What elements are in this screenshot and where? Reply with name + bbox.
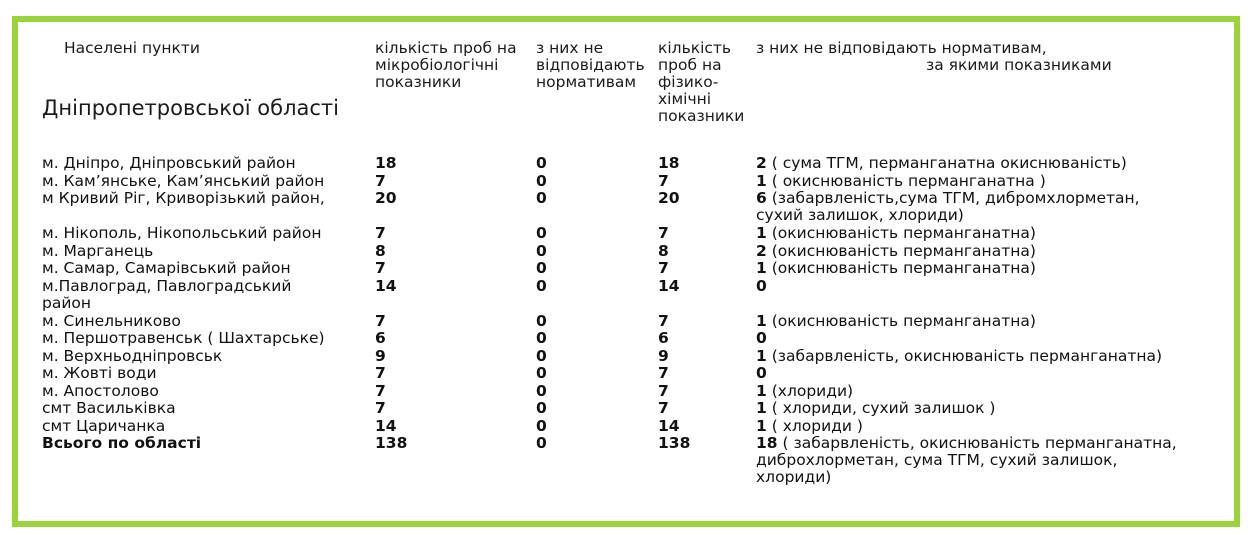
settlement-name: [42, 225, 321, 242]
micro-noncompliant-value: 0: [536, 224, 547, 242]
chem-noncompliant-first-line: [756, 313, 1036, 330]
micro-samples-value: 7: [375, 399, 386, 417]
noncompliant-indicators-line: сухий залишок, хлориди): [756, 206, 964, 224]
header-micro-samples-line: показники: [375, 73, 462, 91]
micro-noncompliant-value: 0: [536, 346, 547, 365]
settlement-name-line: м.Павлоград, Павлоградський: [42, 276, 292, 295]
noncompliant-count: 1: [756, 171, 767, 190]
settlement-name-line: м. Дніпро, Дніпровський район: [42, 154, 296, 172]
noncompliant-count: 1: [756, 346, 767, 365]
noncompliant-count: 1: [756, 381, 767, 400]
chem-noncompliant-value: [756, 400, 995, 417]
chem-noncompliant-value: [756, 190, 1140, 224]
micro-noncompliant-value: 0: [536, 189, 547, 207]
chem-noncompliant-value: [756, 348, 1162, 365]
micro-noncompliant-value: 0: [536, 416, 547, 435]
noncompliant-indicators-line: хлориди): [756, 468, 832, 486]
micro-noncompliant-value: 0: [536, 399, 547, 417]
micro-noncompliant-value: 0: [536, 364, 547, 382]
micro-samples-value: 7: [375, 259, 386, 277]
micro-noncompliant-value: 0: [536, 434, 547, 452]
noncompliant-count: 0: [756, 364, 767, 382]
noncompliant-count: 1: [756, 416, 767, 435]
chem-noncompliant-first-line: [756, 330, 767, 347]
micro-samples-value: 7: [375, 224, 386, 242]
settlement-name-line: смт Царичанка: [42, 416, 166, 435]
chem-noncompliant-first-line: [756, 383, 853, 400]
chem-samples-value: 20: [658, 189, 680, 207]
settlement-name-line: м. Апостолово: [42, 381, 159, 400]
chem-noncompliant-value: [756, 225, 1036, 242]
settlement-name-line: м. Нікополь, Нікопольський район: [42, 224, 322, 242]
chem-samples-value: 7: [658, 259, 669, 277]
noncompliant-indicators: (забарвленість,сума ТГМ, дибромхлорметан,: [766, 189, 1140, 207]
micro-noncompliant-value: 0: [536, 381, 547, 400]
chem-noncompliant-first-line: [756, 435, 1177, 452]
settlement-name: [42, 313, 181, 330]
chem-samples-value: 7: [658, 311, 669, 330]
chem-noncompliant-value: [756, 418, 863, 435]
chem-samples-value: 7: [658, 399, 669, 417]
noncompliant-count: 0: [756, 329, 767, 347]
settlement-name-line: район: [42, 293, 92, 312]
noncompliant-indicators: (окиснюваність перманганатна): [766, 224, 1036, 242]
micro-samples-value: 7: [375, 381, 386, 400]
settlement-name: [42, 365, 157, 382]
micro-noncompliant-value: 0: [536, 276, 547, 295]
micro-noncompliant-value: 0: [536, 311, 547, 330]
settlement-name: [42, 155, 296, 172]
micro-samples-value: 7: [375, 171, 386, 190]
noncompliant-count: 1: [756, 399, 767, 417]
noncompliant-indicators: (хлориди): [766, 381, 854, 400]
chem-samples-value: 14: [658, 276, 680, 295]
micro-samples-value: 9: [375, 346, 386, 365]
micro-samples-value: 138: [375, 434, 408, 452]
chem-samples-value: 7: [658, 364, 669, 382]
noncompliant-count: 18: [756, 434, 778, 452]
header-chem-samples-line: фізико-: [658, 73, 719, 91]
micro-samples-value: 7: [375, 364, 386, 382]
header-region: Дніпропетровської області: [42, 96, 339, 120]
chem-samples-value: 14: [658, 416, 680, 435]
header-micro-samples-line: кількість проб на: [375, 39, 517, 57]
micro-samples-value: 7: [375, 311, 386, 330]
settlement-name: [42, 383, 159, 400]
chem-noncompliant-value: [756, 365, 767, 382]
header-chem-samples-line: проб на: [658, 56, 722, 74]
noncompliant-indicators: (окиснюваність перманганатна): [766, 259, 1036, 277]
settlement-name: [42, 243, 153, 260]
header-chem-noncompliant-line: за якими показниками: [926, 56, 1112, 74]
settlement-name-line: Всього по області: [42, 434, 202, 452]
noncompliant-indicators: ( сума ТГМ, перманганатна окиснюваність): [766, 154, 1127, 172]
settlement-name-line: м. Самар, Самарівський район: [42, 259, 291, 277]
chem-samples-value: 7: [658, 381, 669, 400]
chem-noncompliant-first-line: [756, 365, 767, 382]
settlement-name: [42, 278, 291, 312]
noncompliant-indicators: ( забарвленість, окиснюваність перманганатна,: [777, 434, 1177, 452]
micro-samples-value: 14: [375, 416, 397, 435]
chem-noncompliant-first-line: [756, 155, 1127, 172]
settlement-name-line: м. Першотравенськ ( Шахтарське): [42, 329, 325, 347]
header-chem-samples-line: кількість: [658, 39, 732, 57]
header-settlements: Населені пункти: [64, 39, 200, 57]
chem-noncompliant-first-line: [756, 243, 1036, 260]
header-micro-noncompliant-line: з них не: [536, 39, 604, 57]
micro-noncompliant-value: 0: [536, 329, 547, 347]
noncompliant-count: 1: [756, 224, 767, 242]
chem-samples-value: 7: [658, 171, 669, 190]
chem-noncompliant-value: [756, 383, 853, 400]
micro-samples-value: 20: [375, 189, 397, 207]
noncompliant-count: 1: [756, 311, 767, 330]
settlement-name: [42, 435, 201, 452]
header-chem-samples-line: хімічні: [658, 90, 712, 108]
settlement-name: [42, 330, 325, 347]
chem-samples-value: 18: [658, 154, 680, 172]
header-micro-noncompliant-line: відповідають: [536, 56, 645, 74]
settlement-name: [42, 190, 325, 207]
noncompliant-indicators: ( окиснюваність перманганатна ): [766, 171, 1046, 190]
settlement-name: [42, 173, 324, 190]
chem-samples-value: 9: [658, 346, 669, 365]
micro-samples-value: 14: [375, 276, 397, 295]
chem-samples-value: 7: [658, 224, 669, 242]
chem-samples-value: 8: [658, 241, 669, 260]
settlement-name: [42, 400, 176, 417]
header-micro-samples: [375, 40, 517, 91]
noncompliant-count: 2: [756, 241, 767, 260]
settlement-name-line: м Кривий Ріг, Криворізький район,: [42, 189, 325, 207]
settlement-name-line: м. Жовті води: [42, 364, 157, 382]
settlement-name: [42, 348, 222, 365]
chem-noncompliant-value: [756, 330, 767, 347]
noncompliant-count: 2: [756, 154, 767, 172]
chem-noncompliant-value: [756, 260, 1036, 277]
micro-samples-value: 6: [375, 329, 386, 347]
chem-noncompliant-value: [756, 173, 1046, 190]
chem-noncompliant-first-line: [756, 418, 863, 435]
settlement-name-line: м. Верхньодніпровськ: [42, 346, 223, 365]
header-chem-samples-line: показники: [658, 107, 745, 125]
chem-noncompliant-value: [756, 278, 767, 295]
chem-noncompliant-value: [756, 435, 1177, 486]
chem-noncompliant-first-line: [756, 173, 1046, 190]
settlement-name-line: м. Кам’янське, Кам’янський район: [42, 171, 325, 190]
micro-noncompliant-value: 0: [536, 154, 547, 172]
noncompliant-indicators: ( хлориди, сухий залишок ): [766, 399, 996, 417]
chem-noncompliant-first-line: [756, 190, 1140, 207]
noncompliant-indicators: (забарвленість, окиснюваність перманганатна): [766, 346, 1163, 365]
noncompliant-indicators: ( хлориди ): [766, 416, 863, 435]
micro-noncompliant-value: 0: [536, 171, 547, 190]
noncompliant-indicators: (окиснюваність перманганатна): [766, 241, 1036, 260]
settlement-name-line: м. Марганець: [42, 241, 154, 260]
chem-noncompliant-value: [756, 313, 1036, 330]
header-micro-noncompliant: [536, 40, 645, 91]
header-chem-samples: [658, 40, 744, 125]
settlement-name: [42, 260, 291, 277]
chem-noncompliant-first-line: [756, 278, 767, 295]
noncompliant-count: 0: [756, 276, 767, 295]
header-chem-noncompliant-line: з них не відповідають нормативам,: [756, 39, 1047, 57]
chem-noncompliant-first-line: [756, 260, 1036, 277]
header-micro-samples-line: мікробіологічні: [375, 56, 499, 74]
chem-samples-value: 138: [658, 434, 691, 452]
noncompliant-count: 6: [756, 189, 767, 207]
chem-noncompliant-first-line: [756, 400, 995, 417]
chem-noncompliant-first-line: [756, 348, 1162, 365]
chem-samples-value: 6: [658, 329, 669, 347]
chem-noncompliant-value: [756, 243, 1036, 260]
noncompliant-indicators: (окиснюваність перманганатна): [766, 311, 1036, 330]
noncompliant-count: 1: [756, 259, 767, 277]
chem-noncompliant-value: [756, 155, 1127, 172]
settlement-name-line: м. Синельниково: [42, 311, 181, 330]
micro-samples-value: 18: [375, 154, 397, 172]
settlement-name: [42, 418, 165, 435]
header-chem-noncompliant: [756, 40, 1112, 74]
micro-samples-value: 8: [375, 241, 386, 260]
noncompliant-indicators-line: диброхлорметан, сума ТГМ, сухий залишок,: [756, 451, 1118, 469]
header-micro-noncompliant-line: нормативам: [536, 73, 637, 91]
micro-noncompliant-value: 0: [536, 241, 547, 260]
settlement-name-line: смт Васильківка: [42, 399, 176, 417]
micro-noncompliant-value: 0: [536, 259, 547, 277]
chem-noncompliant-first-line: [756, 225, 1036, 242]
